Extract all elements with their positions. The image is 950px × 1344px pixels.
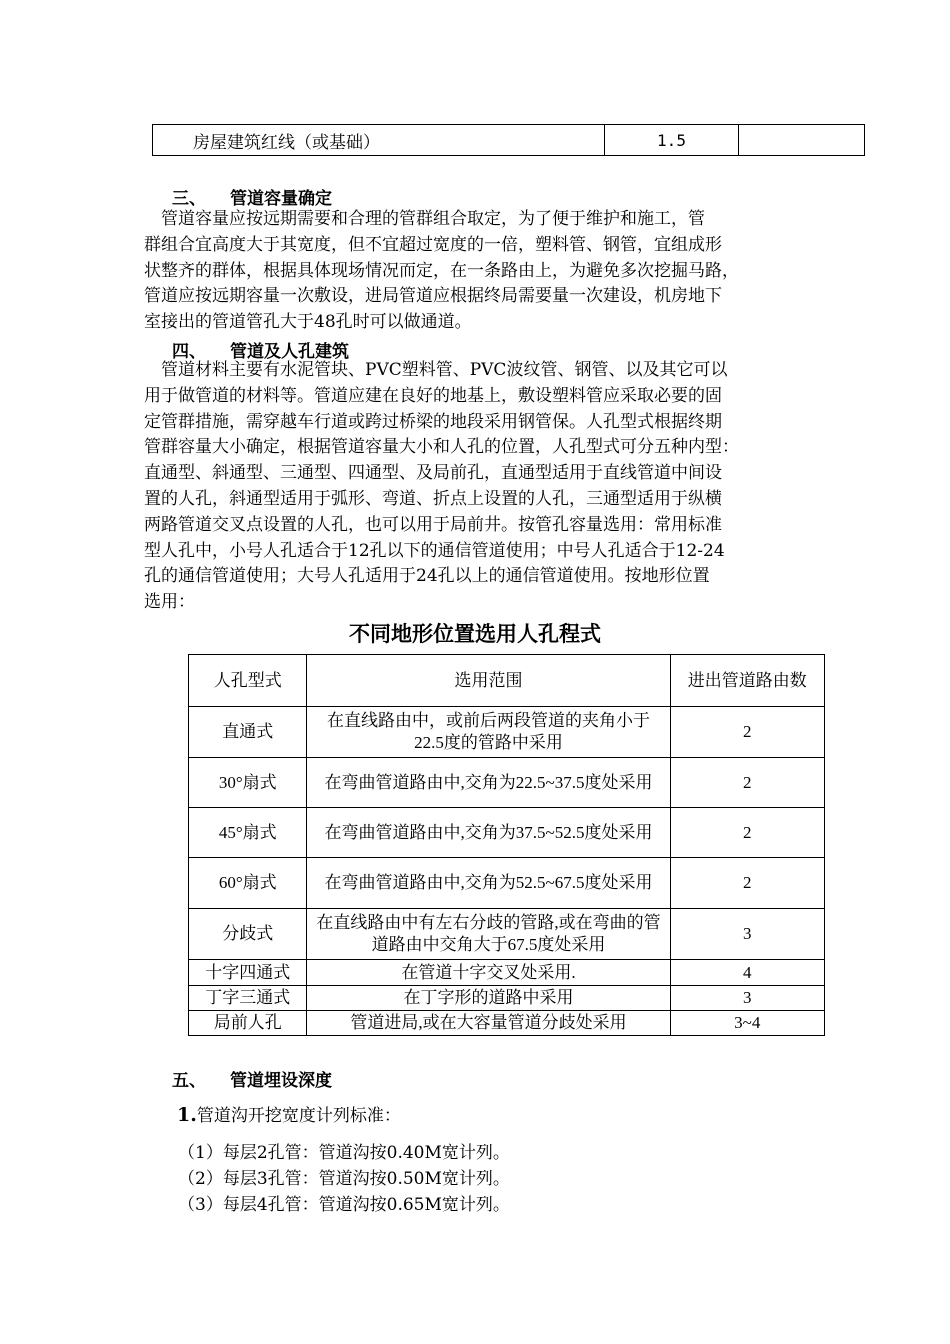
subsection-title: 管道沟开挖宽度计列标准： bbox=[196, 1106, 401, 1126]
table-cell-name: 房屋建筑红线（或基础） bbox=[153, 125, 605, 156]
table-header-row bbox=[189, 655, 825, 707]
section-4-paragraph bbox=[144, 358, 739, 616]
column-header: 进出管道路由数 bbox=[670, 655, 825, 707]
paragraph-line: 群组合宜高度大于其宽度，但不宜超过宽度的一倍，塑料管、钢管，宜组成形 bbox=[144, 234, 722, 255]
table-row bbox=[189, 986, 825, 1011]
list-item: （3）每层4孔管：管道沟按0.65M宽计列。 bbox=[178, 1195, 510, 1215]
section-number: 五、 bbox=[172, 1071, 206, 1091]
cell-type: 直通式 bbox=[189, 707, 307, 758]
cell-count: 2 bbox=[670, 707, 825, 758]
paragraph-line: 型人孔中，小号人孔适合于12孔以下的通信管道使用；中号人孔适合于12-24 bbox=[144, 540, 725, 561]
table-row bbox=[189, 909, 825, 960]
cell-count: 2 bbox=[670, 858, 825, 909]
paragraph-line: 孔的通信管道使用；大号人孔适用于24孔以上的通信管道使用。按地形位置 bbox=[144, 566, 710, 587]
cell-range: 在直线路由中，或前后两段管道的夹角小于22.5度的管路中采用 bbox=[307, 707, 670, 758]
cell-count: 2 bbox=[670, 808, 825, 858]
paragraph-line: 管群容量大小确定，根据管道容量大小和人孔的位置，人孔型式可分五种内型： bbox=[144, 437, 739, 458]
cell-count: 2 bbox=[670, 758, 825, 808]
table-cell-empty bbox=[739, 125, 865, 156]
cell-count: 4 bbox=[670, 960, 825, 986]
cell-type: 丁字三通式 bbox=[189, 986, 307, 1011]
cell-type: 30°扇式 bbox=[189, 758, 307, 808]
section-number: 四、 bbox=[172, 342, 206, 362]
list-item: （2）每层3孔管：管道沟按0.50M宽计列。 bbox=[178, 1169, 510, 1189]
table-row bbox=[189, 707, 825, 758]
cell-type: 60°扇式 bbox=[189, 858, 307, 909]
cell-type: 局前人孔 bbox=[189, 1011, 307, 1036]
column-header: 选用范围 bbox=[307, 655, 670, 707]
list-item: （1）每层2孔管：管道沟按0.40M宽计列。 bbox=[178, 1143, 510, 1163]
section-title: 管道容量确定 bbox=[230, 189, 332, 209]
table-title: 不同地形位置选用人孔程式 bbox=[349, 622, 601, 646]
section-3-paragraph bbox=[144, 207, 739, 336]
section-title: 管道埋设深度 bbox=[230, 1071, 332, 1091]
cell-range: 在弯曲管道路由中,交角为52.5~67.5度处采用 bbox=[307, 858, 670, 909]
cell-range: 在管道十字交叉处采用. bbox=[307, 960, 670, 986]
section-heading-3 bbox=[172, 184, 332, 209]
cell-type: 45°扇式 bbox=[189, 808, 307, 858]
paragraph-line: 室接出的管道管孔大于48孔时可以做通道。 bbox=[144, 312, 472, 333]
table-row bbox=[153, 125, 865, 156]
column-header: 人孔型式 bbox=[189, 655, 307, 707]
section-title: 管道及人孔建筑 bbox=[230, 342, 349, 362]
cell-count: 3 bbox=[670, 986, 825, 1011]
paragraph-line: 置的人孔，斜通型适用于弧形、弯道、折点上设置的人孔，三通型适用于纵横 bbox=[144, 488, 722, 509]
table-row bbox=[189, 1011, 825, 1036]
section-number: 三、 bbox=[172, 189, 206, 209]
paragraph-line: 状整齐的群体，根据具体现场情况而定，在一条路由上，为避免多次挖掘马路， bbox=[144, 260, 739, 281]
cell-range: 在弯曲管道路由中,交角为22.5~37.5度处采用 bbox=[307, 758, 670, 808]
paragraph-line: 两路管道交叉点设置的人孔，也可以用于局前井。按管孔容量选用：常用标准 bbox=[144, 514, 722, 535]
paragraph-line: 管道应按远期容量一次敷设，进局管道应根据终局需要量一次建设，机房地下 bbox=[144, 286, 722, 307]
subsection-number: 1. bbox=[177, 1104, 197, 1126]
subsection-heading bbox=[177, 1101, 401, 1126]
cell-type: 十字四通式 bbox=[189, 960, 307, 986]
table-row bbox=[189, 960, 825, 986]
table-cell-value: 1.5 bbox=[605, 125, 739, 156]
cell-count: 3 bbox=[670, 909, 825, 960]
paragraph-line: 直通型、斜通型、三通型、四通型、及局前孔，直通型适用于直线管道中间设 bbox=[144, 463, 722, 484]
cell-range: 管道进局,或在大容量管道分歧处采用 bbox=[307, 1011, 670, 1036]
section-heading-5 bbox=[172, 1066, 332, 1091]
paragraph-line: 用于做管道的材料等。管道应建在良好的地基上，敷设塑料管应采取必要的固 bbox=[144, 385, 722, 406]
clearance-table bbox=[152, 124, 865, 156]
table-row bbox=[189, 758, 825, 808]
cell-range: 在丁字形的道路中采用 bbox=[307, 986, 670, 1011]
cell-count: 3~4 bbox=[670, 1011, 825, 1036]
paragraph-line: 选用： bbox=[144, 592, 195, 613]
cell-range: 在直线路由中有左右分歧的管路,或在弯曲的管道路由中交角大于67.5度处采用 bbox=[307, 909, 670, 960]
cell-range: 在弯曲管道路由中,交角为37.5~52.5度处采用 bbox=[307, 808, 670, 858]
paragraph-line: 管道容量应按远期需要和合理的管群组合取定，为了便于维护和施工，管 bbox=[144, 209, 705, 229]
paragraph-line: 定管群措施，需穿越车行道或跨过桥梁的地段采用钢管保。人孔型式根据终期 bbox=[144, 411, 722, 432]
paragraph-line: 管道材料主要有水泥管块、PVC塑料管、PVC波纹管、钢管、以及其它可以 bbox=[144, 360, 728, 380]
manhole-table bbox=[188, 654, 825, 1036]
cell-type: 分歧式 bbox=[189, 909, 307, 960]
table-row bbox=[189, 808, 825, 858]
table-row bbox=[189, 858, 825, 909]
